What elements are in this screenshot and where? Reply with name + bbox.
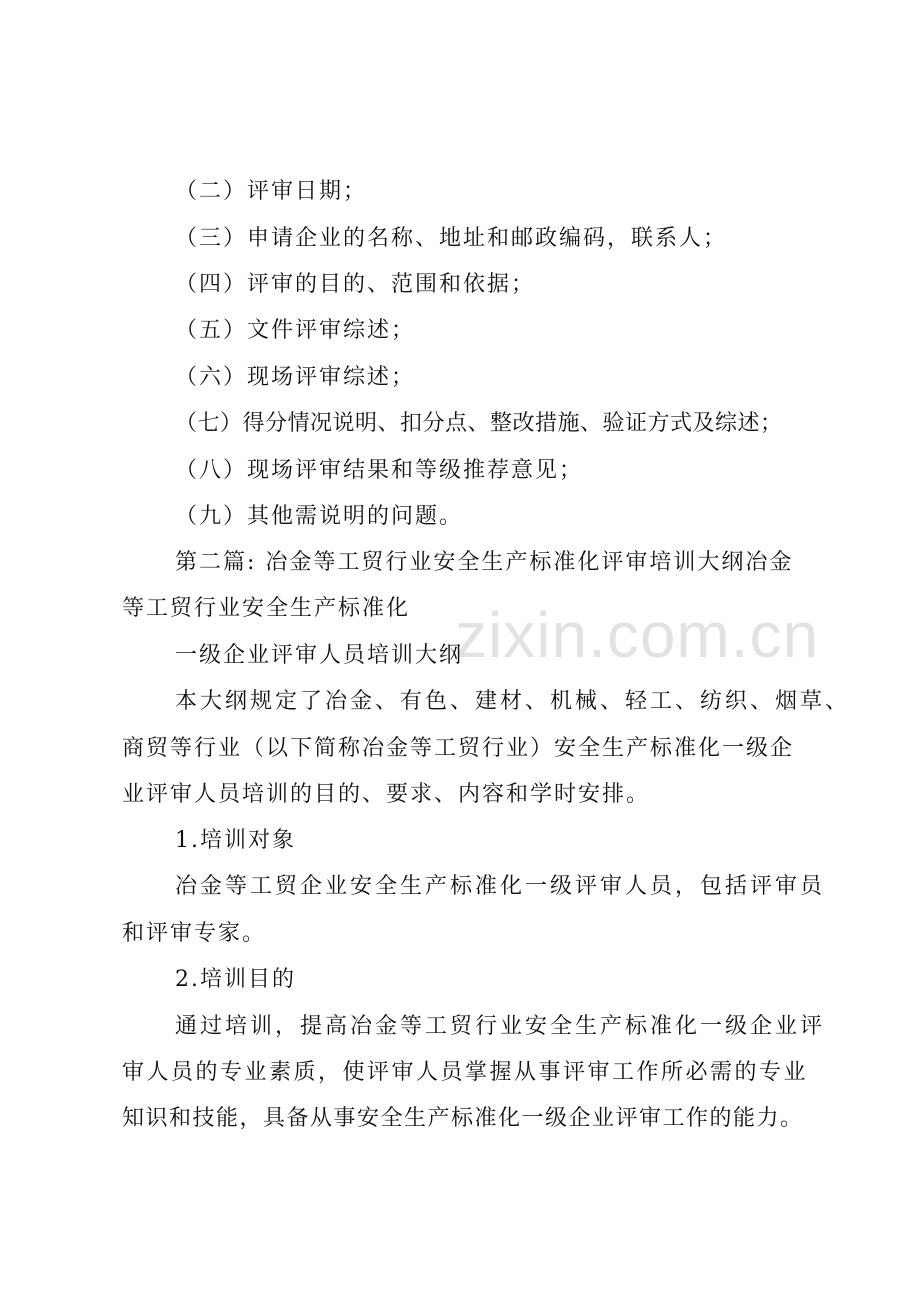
- section-1-body-line-2: 和评审专家。: [122, 921, 267, 946]
- section-1-body-line-1: 冶金等工贸企业安全生产标准化一级评审人员，包括评审员: [175, 874, 826, 899]
- list-item-7: （七）得分情况说明、扣分点、整改措施、验证方式及综述；: [175, 411, 783, 436]
- list-item-5: （五）文件评审综述；: [175, 318, 416, 343]
- section-2-body-line-3: 知识和技能，具备从事安全生产标准化一级企业评审工作的能力。: [122, 1106, 804, 1131]
- intro-paragraph-line-3: 业评审人员培训的目的、要求、内容和学时安排。: [122, 782, 651, 807]
- section-2-body-line-2: 审人员的专业素质，使评审人员掌握从事评审工作所必需的专业: [122, 1060, 809, 1085]
- section-heading-line-1: 第二篇: 冶金等工贸行业安全生产标准化评审培训大纲冶金: [175, 550, 794, 575]
- list-item-6: （六）现场评审综述；: [175, 365, 416, 390]
- list-item-2: （二）评审日期；: [175, 179, 368, 204]
- intro-paragraph-line-2: 商贸等行业（以下简称冶金等工贸行业）安全生产标准化一级企: [122, 736, 795, 761]
- section-2-body-line-1: 通过培训，提高冶金等工贸行业安全生产标准化一级企业评: [175, 1014, 826, 1039]
- section-2-heading: 2.培训目的: [175, 967, 296, 992]
- list-item-8: （八）现场评审结果和等级推荐意见；: [175, 458, 584, 483]
- list-item-3: （三）申请企业的名称、地址和邮政编码，联系人；: [175, 226, 728, 251]
- list-item-9: （九）其他需说明的问题。: [175, 504, 464, 529]
- watermark: zixin.com.cn: [455, 599, 820, 671]
- intro-paragraph-line-1: 本大纲规定了冶金、有色、建材、机械、轻工、纺织、烟草、: [175, 689, 851, 714]
- section-1-heading: 1.培训对象: [175, 828, 296, 853]
- list-item-4: （四）评审的目的、范围和依据；: [175, 272, 536, 297]
- syllabus-title: 一级企业评审人员培训大纲: [175, 643, 464, 668]
- section-heading-line-2: 等工贸行业安全生产标准化: [122, 596, 411, 621]
